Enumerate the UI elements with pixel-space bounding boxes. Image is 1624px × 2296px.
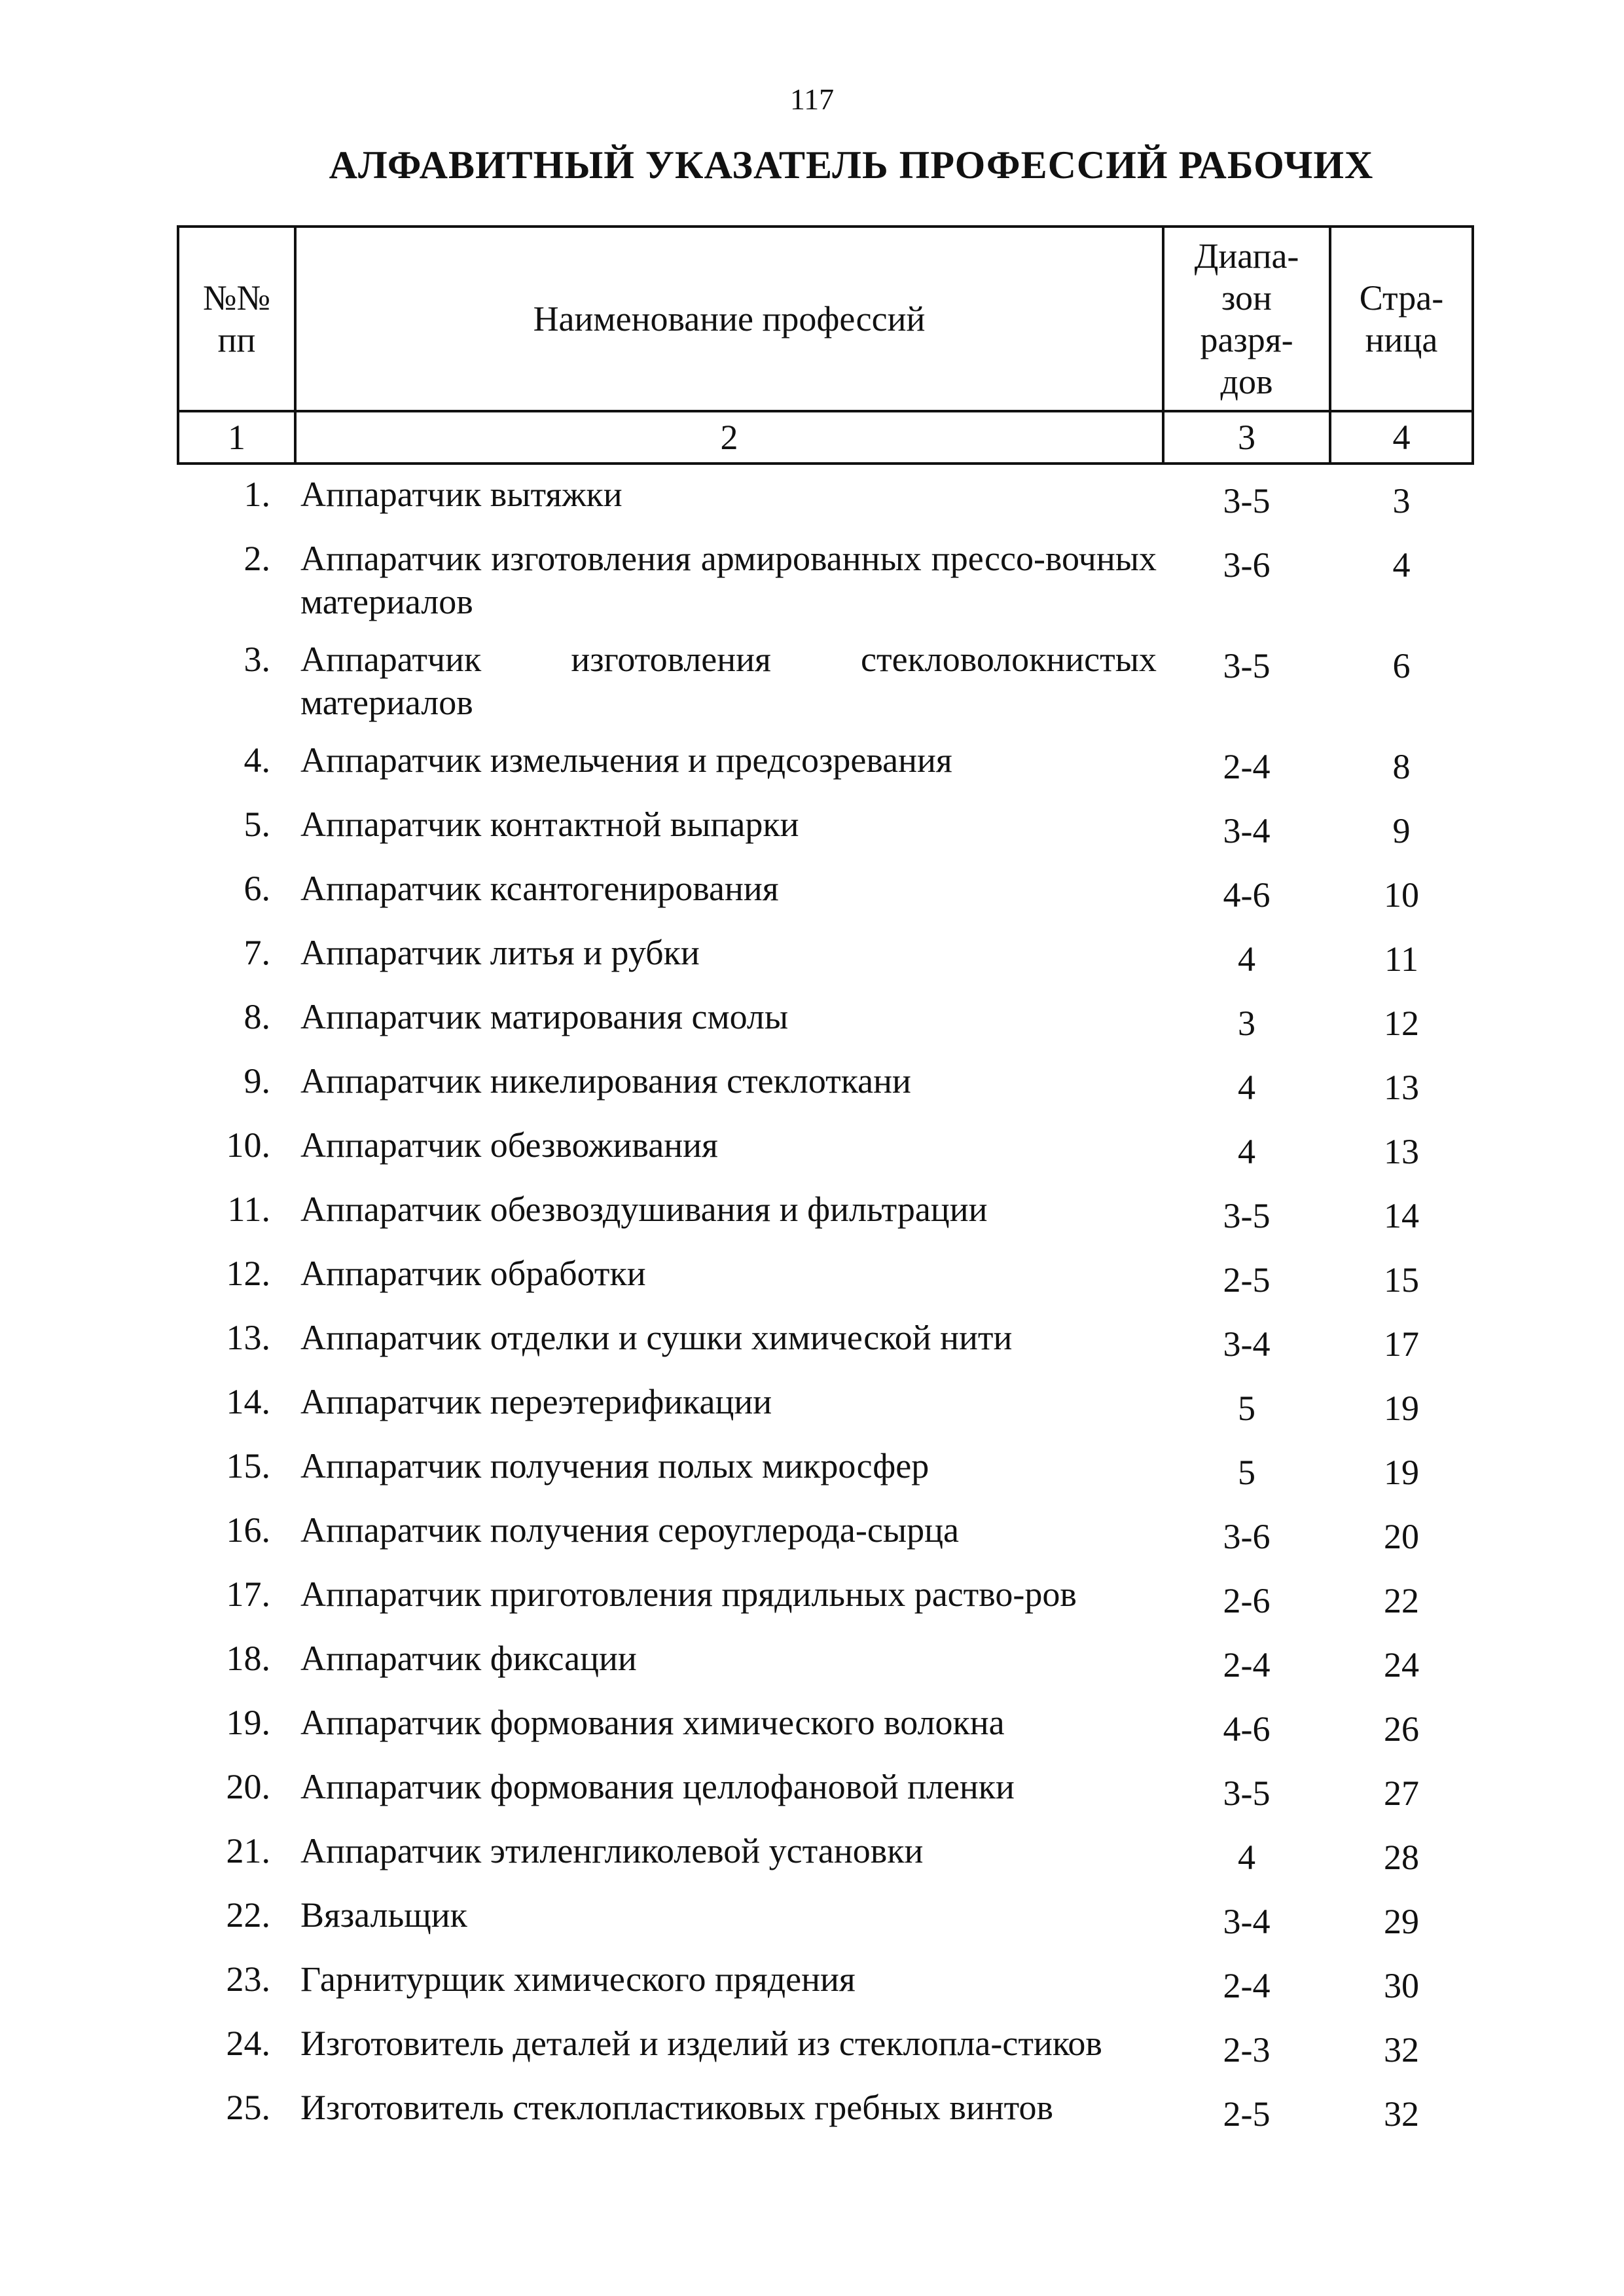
profession-name: Аппаратчик ксантогенирования: [300, 869, 779, 908]
column-number: 2: [295, 411, 1163, 464]
table-row: [178, 923, 1473, 987]
profession-name: Аппаратчик приготовления прядильных раство-ров: [300, 1575, 1077, 1614]
header-range-line-3: разря-: [1200, 320, 1293, 359]
table-row: [178, 1565, 1473, 1629]
grade-range: 2-6: [1223, 1581, 1271, 1620]
page-ref: 19: [1384, 1453, 1419, 1492]
table-row: [178, 1693, 1473, 1757]
header-range: [1163, 227, 1330, 411]
profession-name: Аппаратчик матирования смолы: [300, 997, 789, 1036]
grade-range: 3-4: [1223, 811, 1271, 850]
page-ref: 12: [1384, 1004, 1419, 1043]
profession-name: Вязальщик: [300, 1895, 467, 1935]
grade-range: 4-6: [1223, 1709, 1271, 1749]
header-range-line-2: зон: [1221, 278, 1272, 318]
page-ref: 20: [1384, 1517, 1419, 1556]
row-number: 5.: [244, 805, 270, 844]
page-ref: 6: [1392, 646, 1411, 685]
profession-name: Аппаратчик обработки: [300, 1254, 646, 1293]
grade-range: 5: [1238, 1453, 1255, 1492]
row-number: 17.: [226, 1575, 270, 1614]
header-page-line-1: Стра-: [1359, 278, 1444, 318]
profession-name: Аппаратчик этиленгликолевой установки: [300, 1831, 924, 1870]
column-number-row: [178, 411, 1473, 464]
row-number: 10.: [226, 1125, 270, 1165]
profession-name: Аппаратчик измельчения и предсозревания: [300, 740, 952, 780]
row-number: 11.: [227, 1190, 270, 1229]
profession-name: Аппаратчик обезвоживания: [300, 1125, 718, 1165]
table-row: [178, 1372, 1473, 1436]
page-ref: 11: [1384, 939, 1418, 979]
table-row: [178, 630, 1473, 731]
page-ref: 22: [1384, 1581, 1419, 1620]
table-row: [178, 2014, 1473, 2078]
row-number: 13.: [226, 1318, 270, 1357]
row-number: 22.: [226, 1895, 270, 1935]
table-row: [178, 1308, 1473, 1372]
page-ref: 26: [1384, 1709, 1419, 1749]
table-row: [178, 859, 1473, 923]
page-ref: 8: [1392, 747, 1411, 786]
table-row: [178, 1244, 1473, 1308]
row-number: 6.: [244, 869, 270, 908]
profession-name: Изготовитель стеклопластиковых гребных винтов: [300, 2088, 1054, 2127]
page-ref: 13: [1384, 1132, 1419, 1171]
row-number: 24.: [226, 2024, 270, 2063]
table-row: [178, 529, 1473, 630]
table-row: [178, 1436, 1473, 1501]
row-number: 19.: [226, 1703, 270, 1742]
table-row: [178, 1629, 1473, 1693]
grade-range: 2-3: [1223, 2030, 1271, 2069]
page-ref: 28: [1384, 1838, 1419, 1877]
page-ref: 32: [1384, 2030, 1419, 2069]
grade-range: 3-4: [1223, 1324, 1271, 1364]
header-page-line-2: ница: [1365, 320, 1438, 359]
page-ref: 15: [1384, 1260, 1419, 1300]
profession-name: Аппаратчик никелирования стеклоткани: [300, 1061, 911, 1101]
row-number: 2.: [244, 539, 270, 578]
grade-range: 3-5: [1223, 1774, 1271, 1813]
table-row: [178, 1051, 1473, 1116]
grade-range: 3-5: [1223, 1196, 1271, 1235]
grade-range: 3-6: [1223, 1517, 1271, 1556]
profession-name: Аппаратчик переэтерификации: [300, 1382, 772, 1421]
page-ref: 27: [1384, 1774, 1419, 1813]
table-row: [178, 731, 1473, 795]
row-number: 4.: [244, 740, 270, 780]
grade-range: 5: [1238, 1389, 1255, 1428]
profession-name: Аппаратчик обезвоздушивания и фильтрации: [300, 1190, 988, 1229]
column-number: 4: [1330, 411, 1473, 464]
column-number: 3: [1163, 411, 1330, 464]
page-ref: 10: [1384, 875, 1419, 915]
page-ref: 4: [1392, 545, 1411, 585]
table-row: [178, 1501, 1473, 1565]
grade-range: 2-4: [1223, 747, 1271, 786]
header-range-line-1: Диапа-: [1194, 236, 1299, 276]
table-row: [178, 1180, 1473, 1244]
profession-name: Аппаратчик формования химического волокна: [300, 1703, 1005, 1742]
row-number: 8.: [244, 997, 270, 1036]
professions-index-table: [177, 225, 1474, 2142]
profession-name: Изготовитель деталей и изделий из стеклопла-стиков: [300, 2024, 1102, 2063]
grade-range: 4: [1238, 1838, 1255, 1877]
table-row: [178, 795, 1473, 859]
profession-name: Гарнитурщик химического прядения: [300, 1959, 856, 1999]
grade-range: 3-6: [1223, 545, 1271, 585]
grade-range: 2-5: [1223, 1260, 1271, 1300]
grade-range: 4: [1238, 939, 1255, 979]
profession-name: Аппаратчик вытяжки: [300, 475, 623, 514]
page-ref: 19: [1384, 1389, 1419, 1428]
header-number: [178, 227, 295, 411]
column-number: 1: [178, 411, 295, 464]
page-title: АЛФАВИТНЫЙ УКАЗАТЕЛЬ ПРОФЕССИЙ РАБОЧИХ: [329, 143, 1374, 187]
profession-name: Аппаратчик литья и рубки: [300, 933, 700, 972]
header-page: [1330, 227, 1473, 411]
page-ref: 13: [1384, 1068, 1419, 1107]
row-number: 3.: [244, 640, 270, 679]
table-row: [178, 1116, 1473, 1180]
table-row: [178, 1757, 1473, 1821]
table-row: [178, 1950, 1473, 2014]
grade-range: 2-4: [1223, 1966, 1271, 2005]
row-number: 15.: [226, 1446, 270, 1485]
row-number: 14.: [226, 1382, 270, 1421]
grade-range: 2-5: [1223, 2094, 1271, 2134]
grade-range: 4: [1238, 1132, 1255, 1171]
profession-name: Аппаратчик изготовления армированных прессо-вочных материалов: [300, 539, 1157, 621]
row-number: 20.: [226, 1767, 270, 1806]
row-number: 9.: [244, 1061, 270, 1101]
table-row: [178, 1886, 1473, 1950]
page-ref: 24: [1384, 1645, 1419, 1685]
grade-range: 2-4: [1223, 1645, 1271, 1685]
table-body: [178, 464, 1473, 2142]
row-number: 7.: [244, 933, 270, 972]
grade-range: 3-5: [1223, 646, 1271, 685]
grade-range: 3: [1238, 1004, 1255, 1043]
profession-name: Аппаратчик отделки и сушки химической нити: [300, 1318, 1013, 1357]
header-name: Наименование профессий: [295, 227, 1163, 411]
page-ref: 30: [1384, 1966, 1419, 2005]
row-number: 23.: [226, 1959, 270, 1999]
row-number: 12.: [226, 1254, 270, 1293]
row-number: 21.: [226, 1831, 270, 1870]
grade-range: 3-4: [1223, 1902, 1271, 1941]
profession-name: Аппаратчик получения сероуглерода-сырца: [300, 1510, 959, 1550]
row-number: 16.: [226, 1510, 270, 1550]
page-ref: 3: [1392, 481, 1411, 520]
page-number: 117: [789, 82, 835, 116]
row-number: 18.: [226, 1639, 270, 1678]
table-row: [178, 987, 1473, 1051]
profession-name: Аппаратчик контактной выпарки: [300, 805, 799, 844]
header-number-line-2: пп: [217, 320, 256, 359]
profession-name: Аппаратчик фиксации: [300, 1639, 637, 1678]
page-ref: 17: [1384, 1324, 1419, 1364]
row-number: 25.: [226, 2088, 270, 2127]
grade-range: 3-5: [1223, 481, 1271, 520]
header-range-line-4: дов: [1220, 362, 1273, 401]
profession-name: Аппаратчик формования целлофановой пленки: [300, 1767, 1015, 1806]
table-row: [178, 2078, 1473, 2142]
table-row: [178, 464, 1473, 529]
table-row: [178, 1821, 1473, 1886]
header-number-line-1: №№: [202, 278, 271, 318]
page-ref: 9: [1392, 811, 1411, 850]
page-ref: 14: [1384, 1196, 1419, 1235]
grade-range: 4: [1238, 1068, 1255, 1107]
page-ref: 29: [1384, 1902, 1419, 1941]
page-ref: 32: [1384, 2094, 1419, 2134]
profession-name: Аппаратчик изготовления стекловолокнистых материалов: [300, 640, 1157, 722]
table-header-row: [178, 227, 1473, 411]
grade-range: 4-6: [1223, 875, 1271, 915]
profession-name: Аппаратчик получения полых микросфер: [300, 1446, 929, 1485]
row-number: 1.: [244, 475, 270, 514]
